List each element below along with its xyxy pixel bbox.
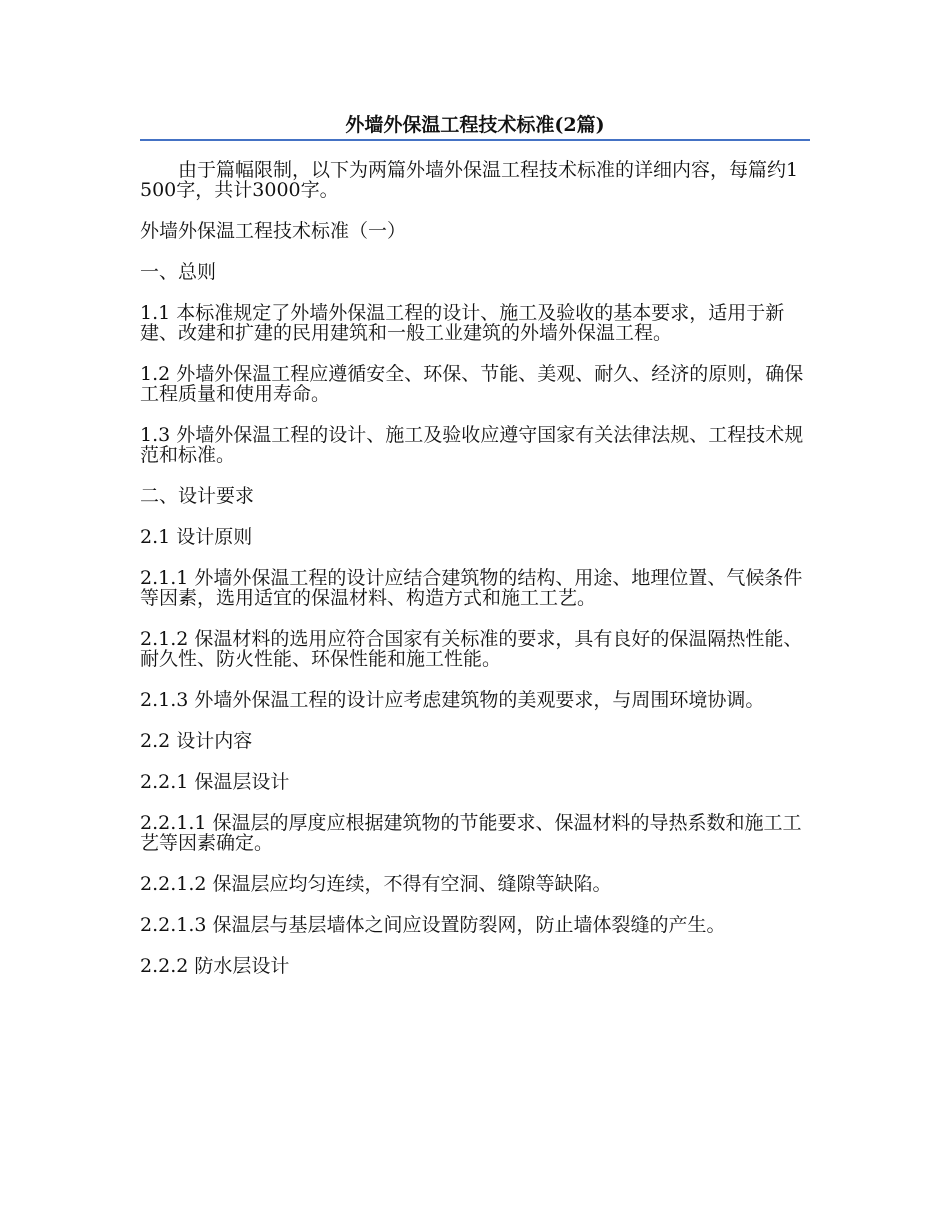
clause-2-1-3: 2.1.3 外墙外保温工程的设计应考虑建筑物的美观要求，与周围环境协调。 — [140, 689, 765, 711]
subtitle-part-one: 外墙外保温工程技术标准（一） — [140, 220, 407, 242]
intro-paragraph: 由于篇幅限制，以下为两篇外墙外保温工程技术标准的详细内容，每篇约1500字，共计3000字。 — [140, 159, 799, 201]
clause-2-1-1: 2.1.1 外墙外保温工程的设计应结合建筑物的结构、用途、地理位置、气候条件等因素，选用适宜的保温材料、构造方式和施工工艺。 — [140, 567, 803, 609]
section-heading-design: 二、设计要求 — [140, 485, 255, 507]
section-heading-general: 一、总则 — [140, 261, 217, 283]
document-body — [140, 160, 810, 997]
clause-2-1-2: 2.1.2 保温材料的选用应符合国家有关标准的要求，具有良好的保温隔热性能、耐久性、防火性能、环保性能和施工性能。 — [140, 628, 803, 670]
clause-2-1: 2.1 设计原则 — [140, 526, 253, 548]
clause-2-2-1-1: 2.2.1.1 保温层的厚度应根据建筑物的节能要求、保温材料的导热系数和施工工艺等因素确定。 — [140, 812, 802, 854]
clause-1-1: 1.1 本标准规定了外墙外保温工程的设计、施工及验收的基本要求，适用于新建、改建和扩建的民用建筑和一般工业建筑的外墙外保温工程。 — [140, 302, 785, 344]
clause-1-2: 1.2 外墙外保温工程应遵循安全、环保、节能、美观、耐久、经济的原则，确保工程质量和使用寿命。 — [140, 363, 804, 405]
title-underline — [140, 139, 810, 141]
document-title: 外墙外保温工程技术标准(2篇) — [345, 114, 605, 136]
clause-2-2-1-2: 2.2.1.2 保温层应均匀连续，不得有空洞、缝隙等缺陷。 — [140, 873, 612, 895]
clause-2-2: 2.2 设计内容 — [140, 730, 253, 752]
clause-2-2-2: 2.2.2 防水层设计 — [140, 955, 290, 977]
clause-2-2-1: 2.2.1 保温层设计 — [140, 771, 290, 793]
clause-2-2-1-3: 2.2.1.3 保温层与基层墙体之间应设置防裂网，防止墙体裂缝的产生。 — [140, 914, 726, 936]
clause-1-3: 1.3 外墙外保温工程的设计、施工及验收应遵守国家有关法律法规、工程技术规范和标准。 — [140, 424, 804, 466]
